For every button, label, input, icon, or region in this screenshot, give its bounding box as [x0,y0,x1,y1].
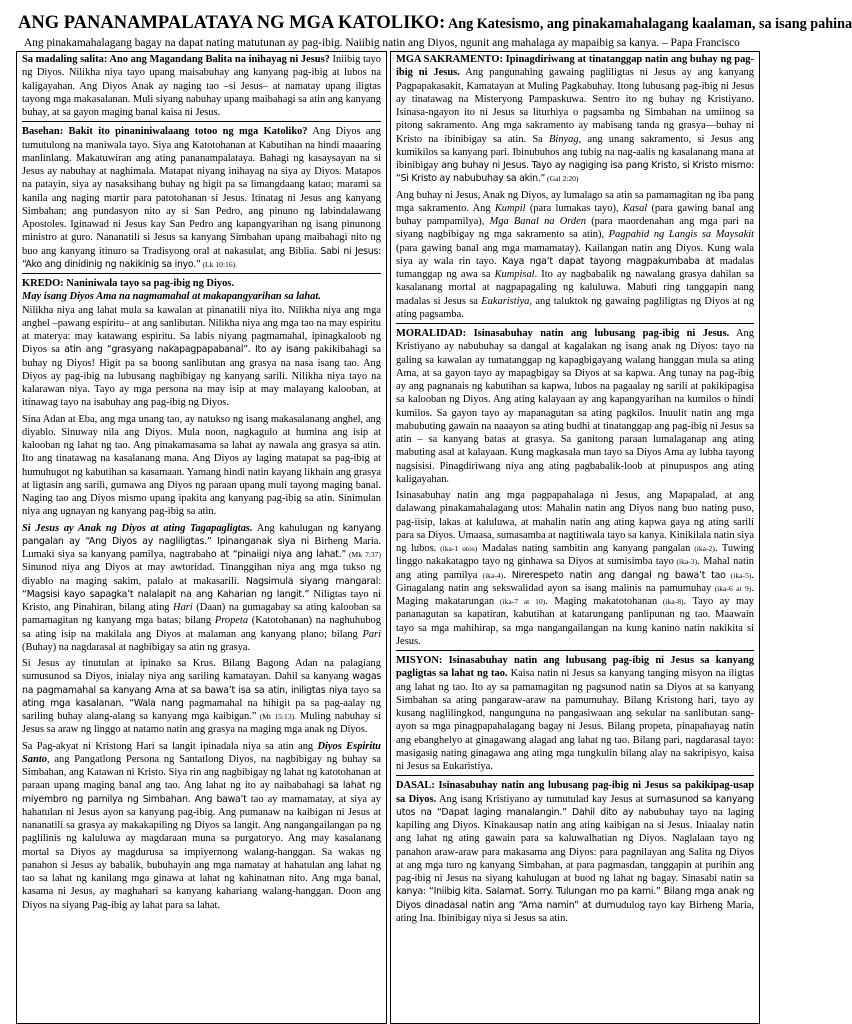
handwritten-quote: Sabi ni Jesus: “Ako ang dinidinig ng nakikinig sa inyo.” [22,245,381,270]
paragraph-text: Ang pangunahing gawaing pagliligtas ni Jesus ay ang kanyang Pagpapakasakit, Kamatayan at Muling Pagkabuhay. Itong lubusang pag-ibig ni Jesus ay tinatawag na Misteryong Pampaskuwa. Sentro ito ng buhay ng Kristiyano. Isinasa-ngayon ito ni Jesus sa liturhiya o pagsamba ng Simbahan na umiinog sa pitong sakramento. Ang mga sakramento ay mabisang tanda ng grasya—buhay ni Kristo na ibinibigay sa atin. Sa [396,67,754,145]
paragraph-text: (para maordenahan ang mga pari na siyang nagbibigay ng mga sakramento sa atin), [396,216,754,241]
section-heading: DASAL: Isinasabuhay natin ang lubusang pag-ibig ni Jesus sa pakikipag-usap sa Diyos. [396,780,754,805]
bible-reference: (Mt 15:13). [256,712,297,721]
paragraph-text: Isinasabuhay natin ang mga pagpapahalaga ni Jesus, ang Mapapalad, at ang dalawang pinakamahalagang utos: Mahalin natin ang Diyos nang buo nating puso, pag-iisip, lakas at kaluluwa, at mahalin natin ang ating kapwa gaya ng ating sarili para sa Diyos. Umaasa, sumasamba at nagtitiwala tayo sa kanya. Kinikilala natin siya ng lubos. [396,490,754,554]
title-subtitle: Ang Katesismo, ang pinakamahalagang kaalaman, sa isang pahina [445,16,852,32]
bible-reference: (Lk 10:16). [200,259,238,269]
italic-term: Eukaristiya [481,295,530,307]
section-body: Iniibig tayo ng Diyos. Nilikha niya tayo upang maisabuhay ang kanyang pag-ibig at lubos na kaligayahan. Ang Diyos Anak ay naging tao –si Jesus– at namatay upang iligtas tayong mga makasalanan. Muli siyang nabuhay upang maibahagi sa atin ang kanyang buhay, at sa gayon maging banal kaisa ni Jesus. [22,54,381,118]
commandment-reference: (ika-8) [657,597,684,606]
paragraph-text: Birheng Maria. Lumaki siya sa kanyang pamilya, nagtrabah [22,535,381,560]
italic-term: Pari [362,628,381,640]
handwritten-text: atin ang “grasyang nakapagpapabanal”. Ito ay isang [64,344,310,356]
section-mission [396,654,754,776]
paragraph-text: Sa Pag-akyat ni Kristong Hari sa langit ipinadala niya sa atin ang [22,740,318,752]
paragraph-text: , ang unang sakramento, si Jesus ang kumikilos sa kanyang pari. Ibinubuhos ang tubig na nag-aalis ng kasalanang mana at ibinibigay [396,133,754,171]
italic-term: Propeta [214,615,249,627]
paragraph-text: , ang taluktok ng gawaing pagliligtas ng Diyos at ng ating pagsamba. [396,295,754,320]
handwritten-text: Kaya nga’t dapat tayong magpakumbaba at [502,255,715,267]
commandment-reference: (ika-4) [477,570,504,580]
pope-francis-quote: Ang pinakamahalagang bagay na dapat nating matutunan ay pag-ibig. Naiibig natin ang Diyos, ngunit ang mahalaga ay mapaibig sa kanya. – Papa Francisco [24,37,740,49]
section-body: Kaisa natin ni Jesus sa kanyang tanging misyon na iligtas ang lahat ng tao. Ito ay sa pamamagitan ng pagsunod natin sa Diyos at sa kanyang Simbahan sa ating pangaraw-araw na pamumuhay. Bilang Kristong hari, tayo ay kusang naglilingkod, nangunguna na pangasiwaan ang sekular na sanlibutan sang-ayon sa mga pinagpapahalagang bagay ni Jesus. Bilang propeta, pinapahayag natin ang ebanghelyo at ginagawang alagad ang lahat ng tao. Bilang pari, nagdarasal tayo: masigasig nating ginagawa ang ating mga tungkulin bilang alay na sakripisyo, kaisa ni Jesus sa Eukaristiya. [396,668,754,772]
commandment-reference: (ika-3) [673,557,698,567]
paragraph-text: Ang buhay ni Jesus, Anak ng Diyos, ay lumalago sa atin sa pamamagitan ng iba pang mga sakramento. Ang [396,189,754,214]
paragraph-text: . Tayo ay may pananagutan sa kapatiran, kabutihan at katarungang panlipunan ng tao. Maawain tayo sa mga mahihirap, sa mga nangangailangan na kung kanino natin nakikita si Jesus. [396,596,754,647]
italic-term: Hari [173,602,193,613]
paragraph-text: nabubuhay tayo na laging kapiling ang Diyos. Kinakausap natin ang ating kaibigan na si Jesus. Iniaalay natin ang lahat ng ating gawain para sa kaluwalhatian ng Diyos. Naglalaan tayo ng panahon araw-araw para makasama ang Diyos: para pagnilayan ang Salita ng Diyos at ang mga turo ng kanyang Simbahan, at para pagmasdan, tanggapin at purihin ang pag-ibig ni Jesus na siyang kahulugan at buod ng lahat ng bagay. Sinasabi natin sa [396,806,754,884]
bible-reference: (Mk 7:37) [346,550,381,559]
italic-term: Kasal [622,202,648,214]
paragraph-text: . Mahal natin ang ating pamilya [396,556,754,581]
paragraph-text: Madalas nating sambitin ang kanyang pangalan [477,543,691,554]
paragraph-text: (para gawing banal ang buhay pampamilya), [396,202,755,227]
paragraph-text: . Ginagalang natin ang sekswalidad ayon sa isang malinis na pamumuhay [396,569,755,594]
left-column [16,51,387,1024]
paragraph-text: tayo sa [347,684,381,696]
section-sacraments [396,53,754,324]
italic-term: Kumpisal [494,269,535,280]
handwritten-text: sa lahat ng miyembro ng pamilya ng Simbahan. Ang bawa’t [22,780,381,805]
handwritten-text: kanya: “Iniibig kita. Salamat. Sorry. Tulungan mo pa kami.” Bilang mga anak ng Diyos dinadasal natin ang “Ama namin” at dumu [396,886,754,911]
handwritten-text: kanyang pangalan ay “Ang Diyos ay nagliligtas.” Ipinanganak siya ni [22,522,381,547]
section-heading: KREDO: Naniniwala tayo sa pag-ibig ng Diyos. [22,278,234,289]
paragraph-text: pagmamahal na hihigit pa sa pag-aalay ng sariling buhay alang-alang sa kanyang mga kaibigan.” [22,697,381,722]
paragraph-text: dulog tayo kay Birheng Maria, ating Ina. Ibinibigay niya si Jesus sa atin. [396,899,754,924]
paragraph-text: Niligtas tayo ni Kristo, ang Pinahiran, bilang ating [22,588,382,613]
page-title [18,12,852,35]
paragraph-text: Nilikha niya ang lahat mula sa kawalan at pinanatili niya ito. Nilikha niya ang mga anghel –pawang espiritu– at ang sanlibutan. Nilikha niya ang mga tao na may espiritu at materya: may katawang espiritu. Sa labis niyang pagmamahal, ipinagkaloob ng Diyos sa [22,304,381,356]
section-prayer [396,779,754,927]
paragraph-text: . Maging makatotohanan [545,596,658,607]
section-heading: MGA SAKRAMENTO: Ipinagdiriwang at tinatanggap natin ang buhay ng pag-ibig ni Jesus. [396,54,754,79]
italic-term: Mga Banal na Orden [489,216,586,227]
italic-term: Kumpil [494,202,526,214]
commandment-reference: (ika-6 at 9) [711,583,752,593]
section-body: Ang Diyos ang tumutulong na maniwala tayo. Siya ang Katotohanan at Kabutihan na hindi maaaring manlinlang. Makatuwiran ang ating pananampalataya. Bahagi ng kasaysayan na si Jesus ay nabuhay at naghimala. Matapat niyang inihayag na siya ay Diyos. Matapos na patayin, siya ay nasaksihang buhay ng higit pa sa limangdaang katao; marami sa kanila ang naging martir para patotohanan si Jesus. Itinatag ni Jesus ang kanyang Simbahan; ang pundasyon nito ay si San Pedro, ang pinuno ng labindalawang Apostoles. Iginawad ni Jesus kay San Pedro ang kapangyarihan ng isang pinunong ministro at guro. Nananatili si Jesus sa kanyang Simbahan upang maibahagi nito ng buo ang kanyang itinuro sa Tradisyong oral at nakasulat, ang Biblia. [22,126,382,257]
paragraph-text: tao ay mamamatay, at siya ay hahatulan ni Jesus ayon sa kanyang pag-ibig. Ang pumanaw na kaibigan ni Jesus at nananatili sa grasya ay makakapiling ng Diyos sa langit. Ang nangangailangan pa ng paglilinis ng kaluluwa ay magdaraan muna sa purgatoryo. Ang may kasalanang mortal sa Diyos ay magdurusa sa impiyernong walang-hanggan. Sa wakas ng panahon si Jesus ay babalik, bubuhayin ang mga namatay at hahatulan ang lahat ng tao sa lahat ng kanilang mga ginawa at lahat ng kahinatnan nito. Ang mga banal, kasama ni Jesus, ay maghahari sa kanyang kahariang walang-hanggan. Doon ang Diyos na siyang Pag-ibig ay lahat para sa lahat. [22,793,381,911]
paragraph-text: . Tuwing linggo nakakatagpo tayo ng ginhawa sa Diyos at sumisimba tayo [396,543,754,568]
italic-term: Binyag [549,133,579,145]
paragraph-text: Sinunod niya ang Diyos at may awtoridad. Tinanggihan niya ang mga tukso ng diyablo na maging sakim, palalo at makasarili. [22,562,381,587]
handwritten-text: o at “pinaiigi niya ang lahat.” [210,549,347,560]
commandment-reference: (ika-5) [725,570,752,580]
paragraph-text: . Ito ay nagbabalik ng nawalang grasya dahilan sa kasalanang mortal at nagpapagaling ng kaluluwa. Mabuti ring tanggapin nang madalas si Jesus sa [396,269,754,307]
paragraph-text: (Katotohanan) na naghuhubog sa ating isip na makilala ang Diyos at malaman ang kanyang plano; bilang [22,615,381,640]
bible-reference: (Gal 2:20) [545,174,579,184]
section-heading: Sa madaling salita: Ano ang Magandang Balita na inihayag ni Jesus? [22,54,330,65]
paragraph-text: pakikibahagi sa buhay ng Diyos! Higit pa sa buong sanlibutan ang grasya na nasa isang tao. Ang Diyos ay pag-ibig na lubusang nagbibigay ng kanyang sarili. Nilikha niya tayo na kalarawan niya. Tayo ay mga persona na may isip at may malayang kalooban, at itinawag tayo na isabuhay ang pag-ibig ng Diyos. [22,344,382,409]
paragraph-text: , ang Pangatlong Persona ng Santatlong Diyos, na nagbibigay ng buhay sa Simbahan, ang Katawan ni Kristo. Siya rin ang nagbibigay ng lahat ng katotohanan at paraan upang maging banal ang tao. Ang lahat ng ito ay naibabahagi [22,753,381,792]
paragraph-text: madalas tumanggap ng awa sa [396,255,754,280]
handwritten-text: Nagsimula siyang mangaral: “Magsisi kayo sapagka’t nalalapit na ang Kaharian ng langit.” [22,575,381,600]
section-subheading: May isang Diyos Ama na nagmamahal at makapangyarihan sa lahat. [22,291,321,303]
section-creed [22,277,381,914]
handwritten-text: ating mga kasalanan. “Wala nang [22,697,184,709]
commandment-reference: (ika-2) [690,544,715,553]
handwritten-text: sumasunod sa kanyang utos na “Dapat laging manalangin.” Dahil dito ay [396,793,755,818]
paragraph-text: Muling nabuhay si Jesus sa araw ng linggo at natamo natin ang grasya na maging mga anak ng Diyos. [22,711,381,736]
holy-spirit-term: Diyos Espiritu Santo [22,740,381,765]
section-heading: MISYON: Isinasabuhay natin ang lubusang pag-ibig ni Jesus sa kanyang pagligtas sa lahat ng tao. [396,655,754,680]
section-morality [396,327,754,651]
section-heading: Basehan: Bakit ito pinaniniwalaang totoo ng mga Katoliko? [22,126,308,138]
paragraph-text: Ang Kristiyano ay nabubuhay sa dangal at kagalakan ng isang anak ng Diyos: tayo na galing sa kawalan ay tumatanggap ng kapagbigayang walang hanggan mula sa ating Ama, at sa gayon tayo ay mapagbigay sa Diyos at sa kapwa. Ang tunay na pag-ibig ay ang pagnanais ng kabutihan sa kapwa, lubos na pagaalay ng sarili at pakikipagisa sa kalooban ng Diyos. Ang ating kalayaan ay ang kapangyarihan na kumilos o hindi kumilos. Sa gayon tayo ay mapanagutan sa ating pagkilos. Inuulit natin ang mga mabubuting gawain na naaayon sa ating budhi at tinatanggap ang pag-ibig ni Jesus sa atin – sa kanyang batas at grasya. Sa ganitong paraan lumalaganap ang ating mabuting asal at kalayaan. Kung magkasala man tayo sa Diyos Ama ay lubha tayong nagsisisi. Pinagdiriwang niya ang ating pagbabalik-loob at pinupuspos ang ating kaligayahan. [396,328,754,485]
jesus-subheading: Si Jesus ay Anak ng Diyos at ating Tagapagligtas. [22,522,253,534]
handwritten-text: wagas na pagmamahal sa kanyang Ama at sa bawa’t isa sa atin, iniligtas niya [22,671,381,696]
commandment-reference: (ika-1 utos) [436,544,478,553]
paragraph-text: Si Jesus ay tinutulan at ipinako sa Krus. Bilang Bagong Adan na palagiang sumusunod sa Diyos, inialay niya ang sariling kamatayan. Dahil sa kanyang [22,658,381,683]
paragraph-text: (para lumakas tayo), [525,202,623,214]
handwritten-text: Nirerespeto natin ang dangal ng bawa’t tao [511,569,726,581]
paragraph-text: (Buhay) na nagdarasal at nagbibigay sa atin ng grasya. [22,641,251,653]
paragraph-text: Ang isang Kristiyano ay tumutulad kay Jesus at [436,793,647,805]
paragraph-text: Sina Adan at Eba, ang mga unang tao, ay natukso ng isang makasalanang anghel, ang diyablo. Sinuway nila ang Diyos. Mula noon, nagkagulo at humina ang isip at kalooban ng lahat ng tao. Ang pinakamasama sa lahat ay nawala ang grasya sa atin. Ito ang tinatawag na kasalanang mana. Ang Diyos ay laging matapat sa pag-ibig at humuhugot ng kabutihan sa kasamaan. Yamang hindi natin kayang likhain ang grasya at ligtasin ang sarili, gumawa ang Diyos ng paraan upang muli tayong maging banal. Naging tao ang Diyos mismo upang ipakita ang kanyang pag-ibig sa atin. Sinimulan niya ang ugnayan ng kanyang pag-ibig sa atin. [22,413,381,518]
paragraph-text: . [503,569,512,581]
section-heading: MORALIDAD: Isinasabuhay natin ang lubusang pag-ibig ni Jesus. [396,328,730,339]
paragraph-text: (Daan) na gumagabay sa ating kalooban sa pamamagitan ng kanyang mga batas; bilang [22,602,382,627]
title-main: ANG PANANAMPALATAYA NG MGA KATOLIKO: [18,13,446,33]
section-good-news [22,53,381,122]
paragraph-text: . Maging makatarungan [396,582,754,607]
italic-term: Pagpahid ng Langis sa Maysakit [608,229,754,241]
paragraph-text: Ang kahulugan ng [252,522,343,534]
paragraph-text: (para gawing banal ang mga mamamatay). Kailangan natin ang Diyos. Kung wala siya ay wala rin tayo. [396,242,754,267]
handwritten-text: ang buhay ni Jesus. Tayo ay nagiging isa pang Kristo, si Kristo mismo: “Si Kristo ay nabubuhay sa akin.” [396,160,755,185]
right-column [390,51,760,1024]
section-basis [22,125,381,274]
commandment-reference: (ika-7 at 10) [494,597,546,606]
